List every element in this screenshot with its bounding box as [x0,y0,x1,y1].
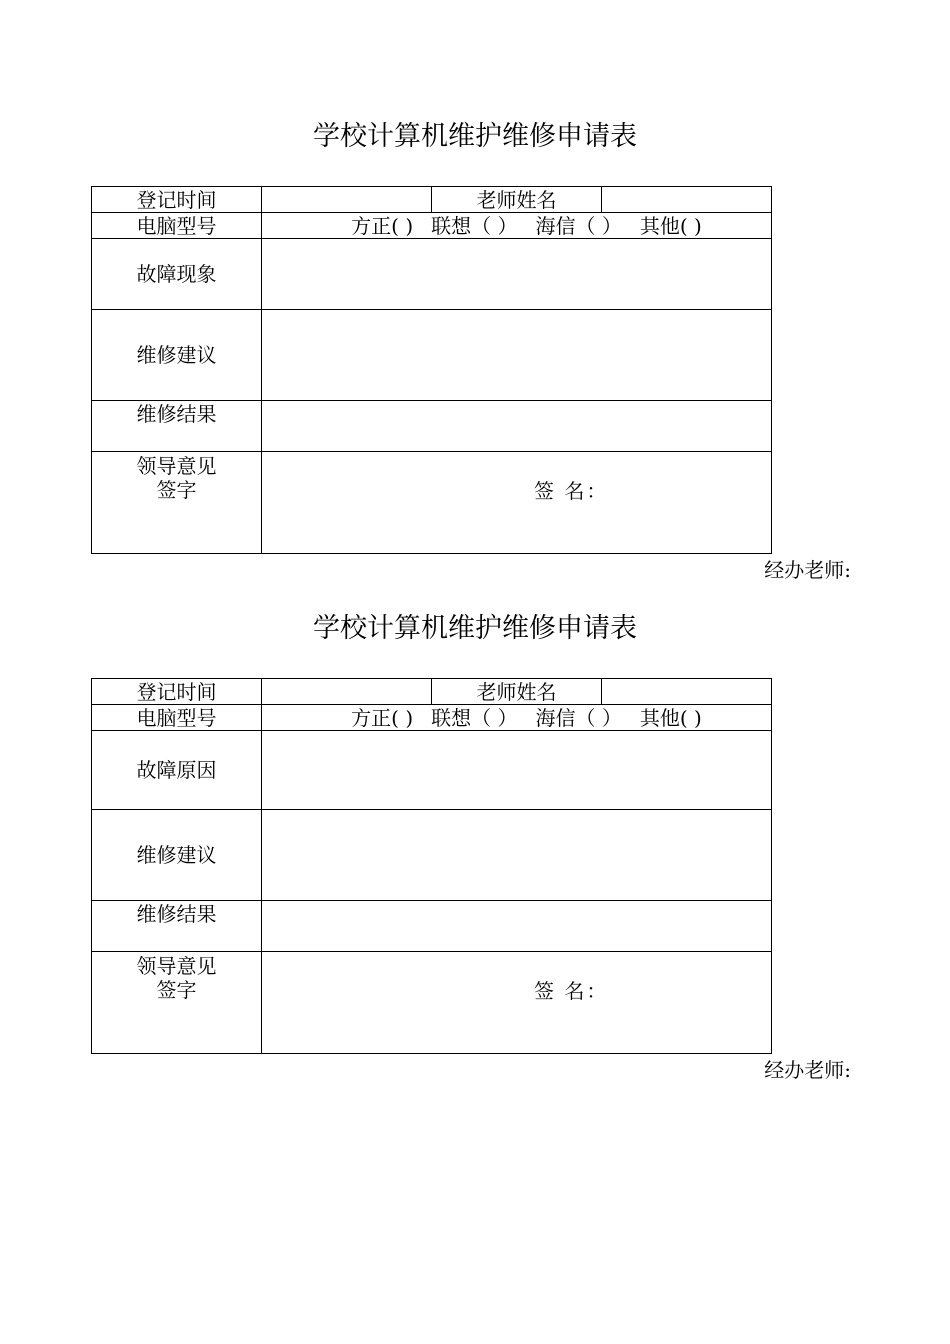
sign-label: 签 名： [534,479,609,503]
suggestion-field[interactable] [262,810,772,901]
leader-label [91,952,262,1054]
suggestion-label: 维修建议 [91,810,262,901]
cause-label: 故障原因 [91,731,262,810]
result-label: 维修结果 [91,901,262,952]
handler-label: 经办老师: [764,1058,851,1082]
brand-option[interactable]: 其他( ) [639,705,702,730]
teacher-name-field[interactable] [602,678,772,705]
brand-option[interactable]: 其他( ) [639,213,702,238]
brand-option[interactable]: 联想（ ） [431,705,518,730]
handler-label: 经办老师: [764,558,851,582]
model-options [262,213,772,239]
leader-label-line2: 签字 [156,978,197,1002]
leader-label-line1: 领导意见 [136,454,217,478]
model-options [262,705,772,731]
teacher-name-label: 老师姓名 [432,186,602,213]
suggestion-field[interactable] [262,310,772,401]
model-label: 电脑型号 [91,213,262,239]
register-time-label: 登记时间 [91,678,262,705]
brand-options [262,215,771,237]
sign-label: 签 名： [534,979,609,1003]
register-time-field[interactable] [262,186,432,213]
result-field[interactable] [262,401,772,452]
leader-label-line2: 签字 [156,478,197,502]
model-label: 电脑型号 [91,705,262,731]
result-label: 维修结果 [91,401,262,452]
brand-option[interactable]: 联想（ ） [431,213,518,238]
result-field[interactable] [262,901,772,952]
fault-field[interactable] [262,239,772,310]
brand-option[interactable]: 方正( ) [351,213,414,238]
cause-field[interactable] [262,731,772,810]
brand-options [262,707,771,729]
leader-label-line1: 领导意见 [136,954,217,978]
teacher-name-label: 老师姓名 [432,678,602,705]
brand-option[interactable]: 方正( ) [351,705,414,730]
teacher-name-field[interactable] [602,186,772,213]
brand-option[interactable]: 海信（ ） [535,705,622,730]
suggestion-label: 维修建议 [91,310,262,401]
fault-label: 故障现象 [91,239,262,310]
form-title: 学校计算机维护维修申请表 [313,613,637,644]
form-title: 学校计算机维护维修申请表 [313,121,637,152]
leader-field[interactable] [262,952,772,1054]
brand-option[interactable]: 海信（ ） [535,213,622,238]
register-time-label: 登记时间 [91,186,262,213]
leader-field[interactable] [262,452,772,554]
leader-label [91,452,262,554]
register-time-field[interactable] [262,678,432,705]
